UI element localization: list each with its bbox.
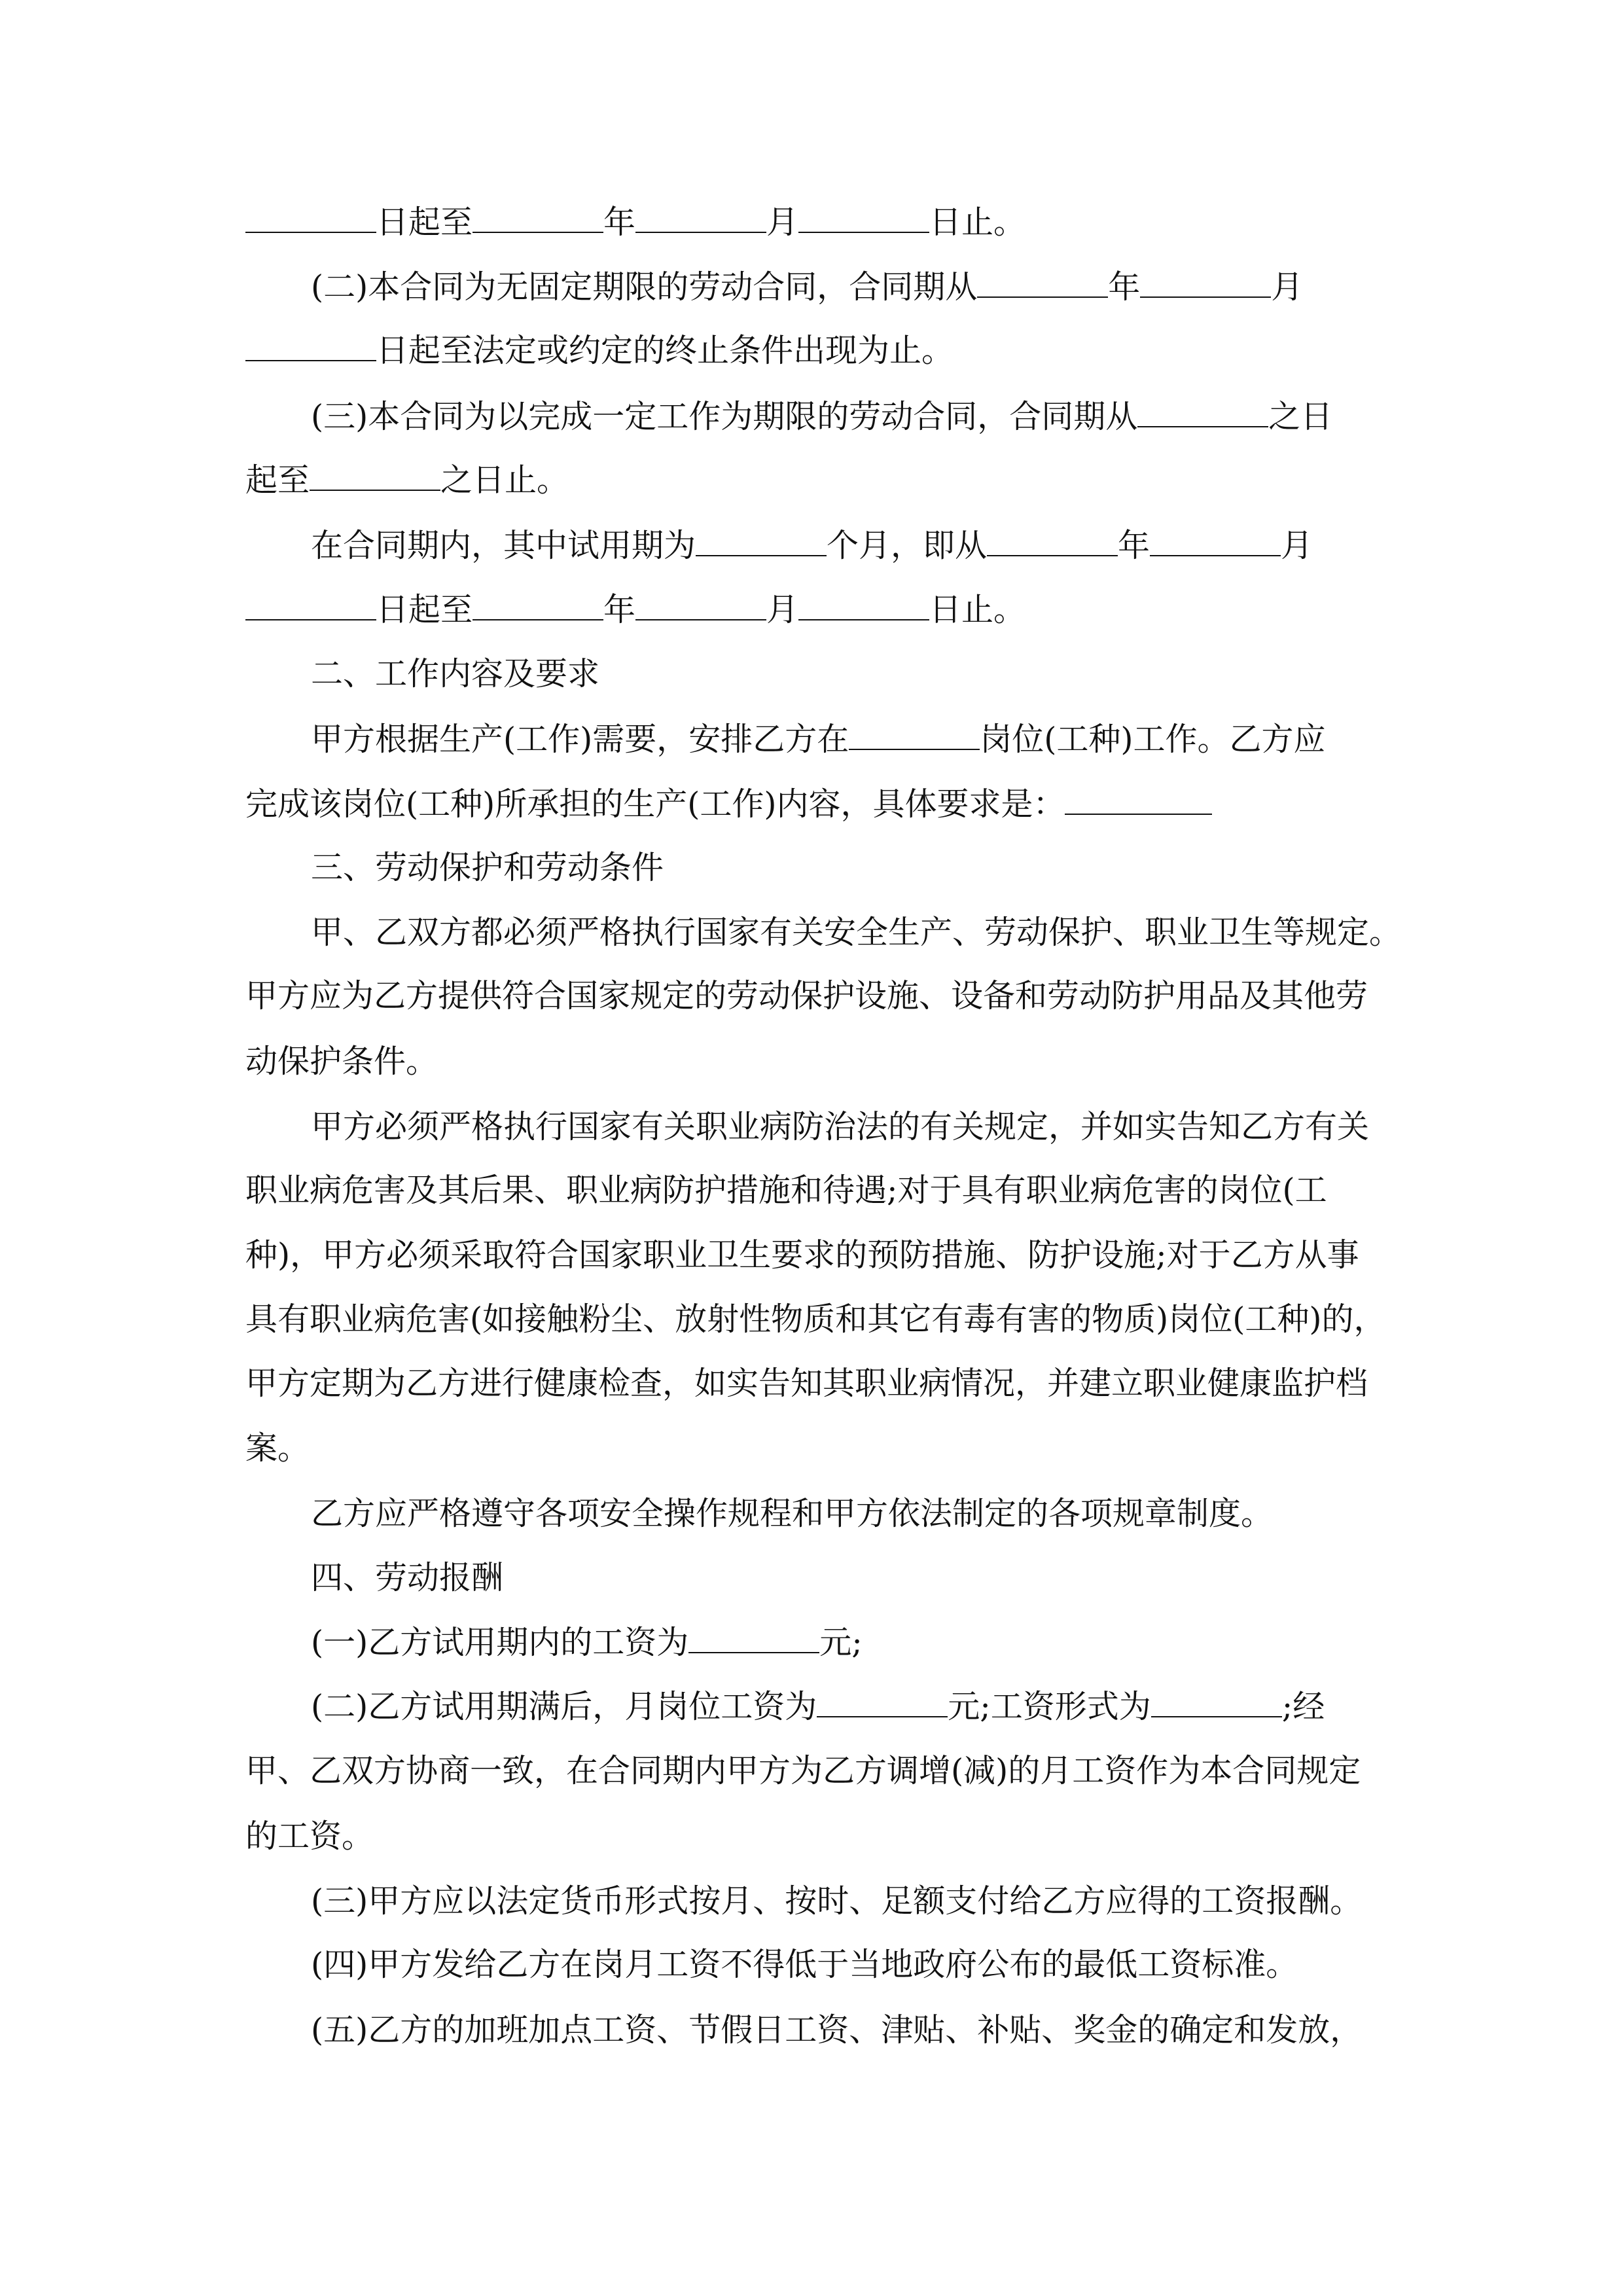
fill-in-blank	[245, 331, 376, 361]
fill-in-blank	[310, 461, 440, 491]
fill-in-blank	[473, 203, 603, 233]
text-segment: 元;	[819, 1624, 863, 1661]
text-line	[311, 1107, 1369, 1147]
fill-in-blank	[798, 590, 929, 620]
text-line	[311, 526, 1313, 565]
text-segment: 职业病危害及其后果、职业病防护措施和待遇;对于具有职业病危害的岗位(工	[245, 1172, 1327, 1209]
text-segment: (五)乙方的加班加点工资、节假日工资、津贴、补贴、奖金的确定和发放，	[311, 2011, 1363, 2049]
fill-in-blank	[696, 526, 827, 556]
fill-in-blank	[1151, 1687, 1282, 1717]
fill-in-blank	[245, 590, 376, 620]
text-segment: 动保护条件。	[245, 1043, 438, 1080]
text-segment: 月	[1271, 268, 1304, 306]
text-segment: 个月，即从	[827, 527, 988, 564]
text-segment: 的工资。	[245, 1818, 374, 1855]
text-line	[245, 1817, 374, 1856]
text-segment: 甲方必须严格执行国家有关职业病防治法的有关规定，并如实告知乙方有关	[311, 1108, 1370, 1145]
text-line	[245, 785, 1212, 824]
text-segment: 完成该岗位(工种)所承担的生产(工作)内容，具体要求是：	[245, 785, 1065, 823]
text-segment: 月	[766, 204, 799, 241]
text-line	[311, 1494, 1273, 1534]
text-line	[311, 848, 664, 888]
text-segment: 岗位(工种)工作。乙方应	[980, 721, 1326, 758]
text-line	[245, 1236, 1359, 1275]
text-line	[311, 1687, 1325, 1727]
text-line	[245, 461, 569, 500]
fill-in-blank	[1137, 397, 1268, 427]
fill-in-blank	[849, 720, 980, 750]
text-line	[245, 1364, 1368, 1403]
text-segment: 月	[766, 591, 799, 628]
text-line	[311, 397, 1332, 437]
text-line	[311, 655, 599, 694]
text-line	[245, 1429, 310, 1468]
text-segment: (三)甲方应以法定货币形式按月、按时、足额支付给乙方应得的工资报酬。	[311, 1882, 1363, 1920]
text-segment: (二)本合同为无固定期限的劳动合同，合同期从	[311, 268, 978, 306]
fill-in-blank	[798, 203, 929, 233]
fill-in-blank	[473, 590, 603, 620]
fill-in-blank	[1150, 526, 1281, 556]
fill-in-blank	[635, 590, 766, 620]
text-segment: 之日止。	[440, 461, 569, 499]
text-segment: 三、劳动保护和劳动条件	[311, 849, 664, 886]
text-segment: 甲、乙双方协商一致，在合同期内甲方为乙方调增(减)的月工资作为本合同规定	[245, 1752, 1361, 1789]
text-line	[311, 268, 1303, 307]
text-line	[311, 1558, 503, 1598]
text-line	[245, 1300, 1385, 1339]
text-segment: (二)乙方试用期满后，月岗位工资为	[311, 1688, 817, 1725]
fill-in-blank	[987, 526, 1118, 556]
fill-in-blank	[245, 203, 376, 233]
text-segment: (一)乙方试用期内的工资为	[311, 1624, 689, 1661]
text-line	[245, 590, 1026, 630]
text-line	[311, 1623, 863, 1662]
fill-in-blank	[688, 1623, 819, 1653]
text-segment: 日起至	[376, 591, 473, 628]
text-line	[311, 720, 1325, 759]
text-segment: 二、工作内容及要求	[311, 655, 600, 692]
text-segment: 具有职业病危害(如接触粉尘、放射性物质和其它有毒有害的物质)岗位(工种)的，	[245, 1300, 1386, 1338]
text-segment: 年	[603, 204, 636, 241]
text-segment: 甲方应为乙方提供符合国家规定的劳动保护设施、设备和劳动防护用品及其他劳	[245, 977, 1368, 1014]
text-segment: 年	[1118, 527, 1150, 564]
text-segment: 日起至	[376, 204, 473, 241]
text-segment: 日止。	[929, 591, 1026, 628]
text-line	[245, 203, 1026, 242]
text-segment: 在合同期内，其中试用期为	[311, 527, 696, 564]
text-segment: 年	[1108, 268, 1141, 306]
text-segment: 案。	[245, 1429, 310, 1467]
text-segment: ;经	[1281, 1688, 1325, 1725]
text-segment: 日起至法定或约定的终止条件出现为止。	[376, 332, 954, 369]
text-segment: 种)，甲方必须采取符合国家职业卫生要求的预防措施、防护设施;对于乙方从事	[245, 1236, 1359, 1274]
text-segment: 年	[603, 591, 636, 628]
text-segment: 日止。	[929, 204, 1026, 241]
text-segment: 四、劳动报酬	[311, 1559, 504, 1596]
text-segment: 甲方定期为乙方进行健康检查，如实告知其职业病情况，并建立职业健康监护档	[245, 1365, 1368, 1402]
text-line	[311, 1882, 1362, 1921]
fill-in-blank	[1140, 268, 1271, 298]
text-segment: 月	[1281, 527, 1313, 564]
text-line	[311, 1945, 1298, 1984]
text-segment: 甲、乙双方都必须严格执行国家有关安全生产、劳动保护、职业卫生等规定。	[311, 914, 1402, 951]
text-segment: (四)甲方发给乙方在岗月工资不得低于当地政府公布的最低工资标准。	[311, 1946, 1298, 1983]
fill-in-blank	[817, 1687, 948, 1717]
fill-in-blank	[635, 203, 766, 233]
text-line	[311, 2011, 1362, 2050]
text-line	[245, 977, 1368, 1016]
text-line	[311, 913, 1401, 952]
text-line	[245, 1751, 1361, 1791]
text-segment: 起至	[245, 461, 310, 499]
text-line	[245, 1171, 1327, 1210]
text-segment: (三)本合同为以完成一定工作为期限的劳动合同，合同期从	[311, 398, 1138, 435]
text-segment: 乙方应严格遵守各项安全操作规程和甲方依法制定的各项规章制度。	[311, 1495, 1274, 1532]
text-line	[245, 1042, 438, 1081]
text-line	[245, 331, 954, 370]
fill-in-blank	[1065, 785, 1212, 815]
text-segment: 之日	[1268, 398, 1333, 435]
fill-in-blank	[977, 268, 1108, 298]
text-segment: 甲方根据生产(工作)需要，安排乙方在	[311, 721, 849, 758]
text-segment: 元;工资形式为	[948, 1688, 1151, 1725]
